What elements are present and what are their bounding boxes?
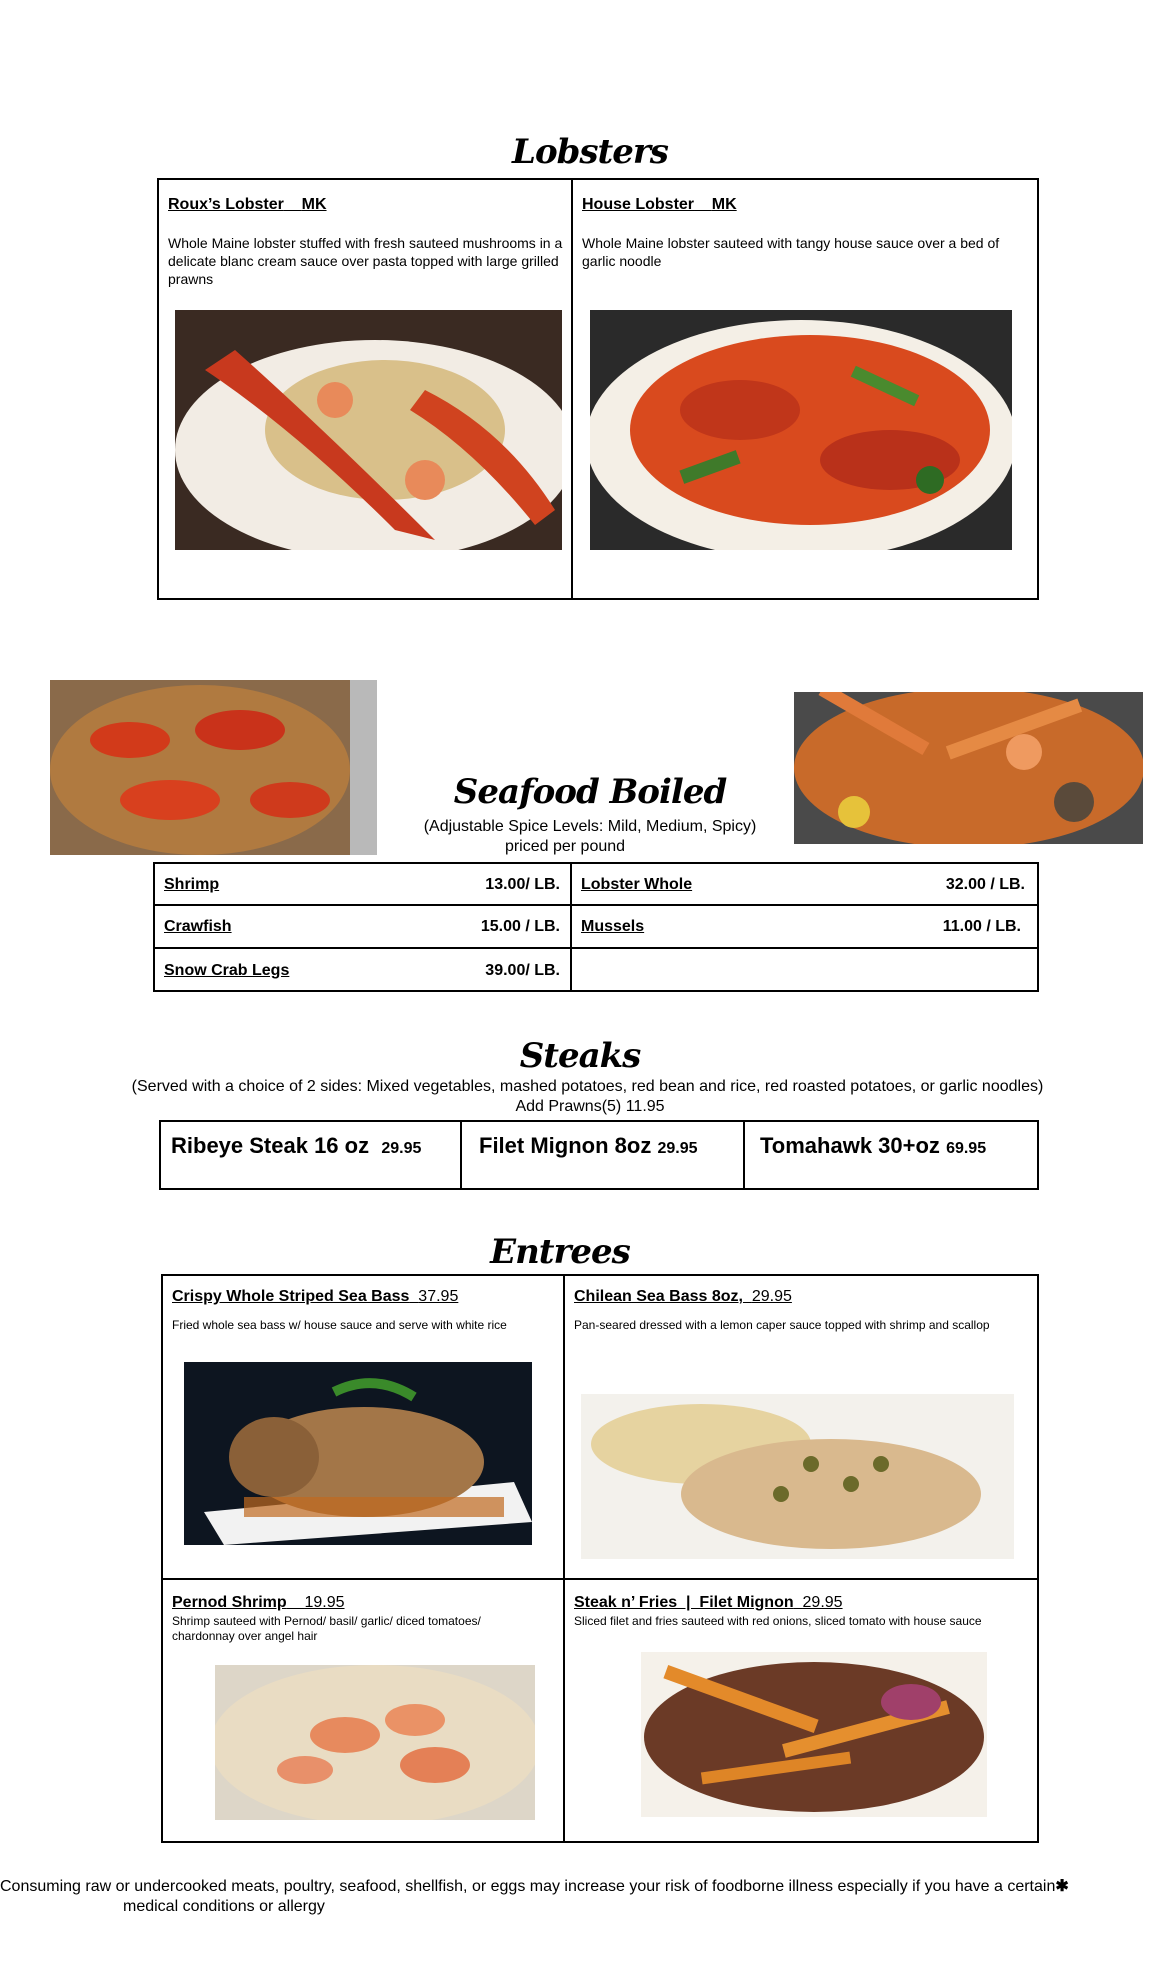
item-desc: Fried whole sea bass w/ house sauce and serve with white rice <box>172 1318 507 1332</box>
item-desc: Sliced filet and fries sauteed with red onions, sliced tomato with house sauce <box>574 1614 982 1628</box>
entree-item-chilean-sea-bass <box>574 1288 1014 1333</box>
item-price: 29.95 <box>802 1594 843 1611</box>
item-title <box>582 196 1022 214</box>
house-lobster-photo <box>590 310 1012 550</box>
divider <box>153 904 1039 906</box>
divider <box>571 178 573 600</box>
divider <box>743 1120 745 1190</box>
seafood-heading: Seafood Boiled <box>453 772 727 812</box>
item-name: Steak n’ Fries | Filet Mignon <box>574 1594 794 1611</box>
price-value: 32.00 / LB. <box>945 876 1025 893</box>
price-row-mussels <box>581 918 1021 936</box>
steaks-add-prawns: Add Prawns(5) 11.95 <box>515 1098 665 1115</box>
item-title <box>172 1594 557 1612</box>
divider <box>161 1578 1039 1580</box>
item-name: Crispy Whole Striped Sea Bass <box>172 1288 410 1305</box>
price-value: 13.00/ LB. <box>485 876 560 893</box>
steaks-sides-note: (Served with a choice of 2 sides: Mixed vegetables, mashed potatoes, red bean and rice, red roasted potatoes, or garlic noodles) <box>131 1078 1044 1095</box>
price-row-crawfish <box>164 918 560 936</box>
allergy-disclaimer <box>0 1876 1173 1896</box>
entree-item-striped-sea-bass <box>172 1288 557 1333</box>
steak-price: 69.95 <box>946 1140 987 1157</box>
item-price: 37.95 <box>418 1288 459 1305</box>
item-title <box>172 1288 557 1306</box>
asterisk-icon: ✱ <box>1055 1878 1069 1895</box>
disclaimer-line-1: Consuming raw or undercooked meats, poultry, seafood, shellfish, or eggs may increase your risk of foodborne illness especially if you have a certain <box>0 1878 1056 1895</box>
steak-name: Tomahawk 30+oz <box>760 1133 940 1158</box>
item-desc: Whole Maine lobster sauteed with tangy house sauce over a bed of garlic noodle <box>582 235 1000 269</box>
price-name: Mussels <box>581 918 645 935</box>
pernod-shrimp-photo <box>215 1665 535 1820</box>
seafood-boil-photo <box>794 692 1143 844</box>
steak-name: Ribeye Steak 16 oz <box>171 1133 370 1158</box>
entrees-heading: Entrees <box>490 1232 630 1272</box>
lobsters-heading: Lobsters <box>512 132 668 172</box>
roux-lobster-photo <box>175 310 562 550</box>
divider <box>460 1120 462 1190</box>
item-name: Chilean Sea Bass 8oz, <box>574 1288 743 1305</box>
seafood-spice-note: (Adjustable Spice Levels: Mild, Medium, Spicy) <box>423 818 757 835</box>
item-price: 19.95 <box>304 1594 345 1611</box>
item-price: MK <box>301 196 327 213</box>
item-name: Pernod Shrimp <box>172 1594 287 1611</box>
item-price: 29.95 <box>751 1288 792 1305</box>
divider <box>153 947 1039 949</box>
price-value: 11.00 / LB. <box>942 918 1021 935</box>
steaks-heading: Steaks <box>519 1036 641 1076</box>
price-name: Crawfish <box>164 918 232 935</box>
crawfish-photo <box>50 680 377 855</box>
price-row-shrimp <box>164 876 560 894</box>
price-row-lobster-whole <box>581 876 1025 894</box>
disclaimer-line-2: medical conditions or allergy <box>123 1898 325 1915</box>
seafood-price-note: priced per pound <box>504 838 626 855</box>
item-name: Roux’s Lobster <box>168 196 284 213</box>
price-name: Lobster Whole <box>581 876 693 893</box>
price-value: 39.00/ LB. <box>485 962 560 979</box>
divider <box>563 1274 565 1843</box>
item-desc: Whole Maine lobster stuffed with fresh sauteed mushrooms in a delicate blanc cream sauce over pasta topped with large grilled prawns <box>168 235 563 287</box>
price-row-snow-crab <box>164 962 560 980</box>
steak-tomahawk <box>760 1133 986 1159</box>
price-value: 15.00 / LB. <box>480 918 560 935</box>
item-title <box>574 1288 1014 1306</box>
item-name: House Lobster <box>582 196 695 213</box>
steak-price: 29.95 <box>657 1140 698 1157</box>
item-desc: Shrimp sauteed with Pernod/ basil/ garlic/ diced tomatoes/ chardonnay over angel hair <box>172 1614 481 1643</box>
item-price: MK <box>711 196 737 213</box>
item-title <box>574 1594 1024 1612</box>
divider <box>570 862 572 992</box>
price-name: Shrimp <box>164 876 220 893</box>
sea-bass-photo <box>184 1362 532 1545</box>
price-name: Snow Crab Legs <box>164 962 290 979</box>
entree-item-steak-n-fries <box>574 1594 1024 1629</box>
lobster-item-roux <box>168 196 568 288</box>
steak-price: 29.95 <box>381 1140 422 1157</box>
steak-ribeye <box>171 1133 421 1159</box>
item-desc: Pan-seared dressed with a lemon caper sauce topped with shrimp and scallop <box>574 1318 990 1332</box>
steak-fries-photo <box>641 1652 987 1817</box>
entree-item-pernod-shrimp <box>172 1594 557 1644</box>
item-title <box>168 196 568 214</box>
chilean-sea-bass-photo <box>581 1394 1014 1559</box>
steak-name: Filet Mignon 8oz <box>479 1133 652 1158</box>
lobster-item-house <box>582 196 1022 270</box>
steak-filet-mignon <box>479 1133 698 1159</box>
